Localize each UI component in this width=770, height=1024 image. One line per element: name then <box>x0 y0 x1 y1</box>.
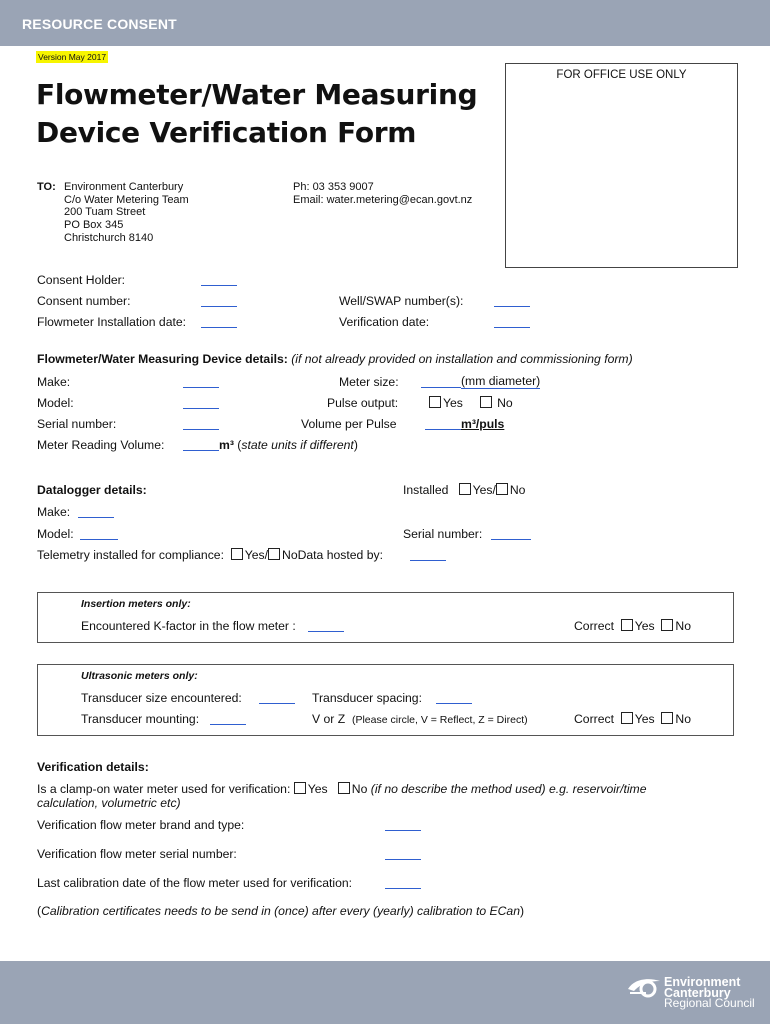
transducer-mounting-label: Transducer mounting: <box>81 712 200 726</box>
insertion-heading: Insertion meters only: <box>81 598 191 610</box>
verification-date-label: Verification date: <box>339 315 430 329</box>
address-line: 200 Tuam Street <box>64 206 146 219</box>
telemetry-no-checkbox[interactable] <box>268 548 280 560</box>
correct-label: Correct <box>574 712 614 726</box>
section-title: RESOURCE CONSENT <box>22 16 177 32</box>
insertion-correct-row <box>574 619 691 633</box>
yes-slash-label: Yes/ <box>472 483 496 497</box>
volume-per-pulse-unit: m³/puls <box>461 417 505 431</box>
logo-line2: Canterbury <box>664 986 731 1000</box>
meter-reading-label: Meter Reading Volume: <box>37 438 165 452</box>
kfactor-label: Encountered K-factor in the flow meter : <box>81 619 296 633</box>
datalogger-serial-field[interactable] <box>491 527 531 540</box>
telemetry-label: Telemetry installed for compliance: <box>37 548 224 562</box>
clamp-note: (if no describe the method used) e.g. reservoir/time <box>370 782 647 796</box>
installed-no-checkbox[interactable] <box>496 483 508 495</box>
meter-size-label: Meter size: <box>339 375 399 389</box>
verif-brand-field[interactable] <box>385 818 421 831</box>
make-field[interactable] <box>183 375 219 388</box>
clamp-note-line2: calculation, volumetric etc) <box>37 796 181 810</box>
verif-brand-label: Verification flow meter brand and type: <box>37 818 245 832</box>
transducer-size-field[interactable] <box>259 691 295 704</box>
volume-per-pulse-label: Volume per Pulse <box>301 417 397 431</box>
ultrasonic-heading: Ultrasonic meters only: <box>81 670 198 682</box>
meter-reading-unit: m³ <box>219 438 234 452</box>
telemetry-row <box>37 548 383 562</box>
meter-reading-unit-row: m³ (state units if different) <box>219 438 358 452</box>
datalogger-installed-row <box>403 483 525 497</box>
vz-row <box>312 712 528 726</box>
to-label: TO: <box>37 181 56 193</box>
verif-serial-field[interactable] <box>385 847 421 860</box>
consent-holder-label: Consent Holder: <box>37 273 126 287</box>
make-label: Make: <box>37 375 71 389</box>
device-note: (if not already provided on installation and commissioning form) <box>291 352 633 366</box>
verif-serial-label: Verification flow meter serial number: <box>37 847 237 861</box>
datalogger-model-label: Model: <box>37 527 74 541</box>
transducer-spacing-field[interactable] <box>436 691 472 704</box>
phone: Ph: 03 353 9007 <box>293 181 374 193</box>
consent-holder-field[interactable] <box>201 273 237 286</box>
ultrasonic-correct-yes-checkbox[interactable] <box>621 712 633 724</box>
clamp-no-checkbox[interactable] <box>338 782 350 794</box>
address-line: Christchurch 8140 <box>64 231 154 244</box>
address-line: Environment Canterbury <box>64 181 184 193</box>
calib-date-label: Last calibration date of the flow meter used for verification: <box>37 876 353 890</box>
model-field[interactable] <box>183 396 219 409</box>
address-line: C/o Water Metering Team <box>64 193 189 206</box>
device-heading-row <box>37 352 633 366</box>
office-use-box <box>505 63 738 268</box>
insertion-correct-yes-checkbox[interactable] <box>621 619 633 631</box>
transducer-mounting-field[interactable] <box>210 712 246 725</box>
no-label: No <box>509 483 526 497</box>
yes-label: Yes <box>443 396 463 410</box>
install-date-label: Flowmeter Installation date: <box>37 315 187 329</box>
form-title-line1: Flowmeter/Water Measuring <box>36 78 478 111</box>
address-line: PO Box 345 <box>64 219 124 232</box>
clamp-yes-checkbox[interactable] <box>294 782 306 794</box>
version-label: Version May 2017 <box>38 52 107 62</box>
pulse-output-label: Pulse output: <box>327 396 399 410</box>
correct-label: Correct <box>574 619 614 633</box>
no-label: No <box>351 782 368 796</box>
meter-size-field[interactable] <box>421 375 461 388</box>
yes-slash-label: Yes/ <box>244 548 269 562</box>
logo-line1: Environment <box>664 975 741 989</box>
yes-label: Yes <box>307 782 328 796</box>
datalogger-model-field[interactable] <box>80 527 118 540</box>
verification-date-field[interactable] <box>494 315 530 328</box>
clamp-row <box>37 782 646 796</box>
calib-date-field[interactable] <box>385 876 421 889</box>
datalogger-make-label: Make: <box>37 505 71 519</box>
installed-label: Installed <box>403 483 449 497</box>
yes-label: Yes <box>634 712 655 726</box>
telemetry-yes-checkbox[interactable] <box>231 548 243 560</box>
form-title-line2: Device Verification Form <box>36 116 417 149</box>
datalogger-serial-label: Serial number: <box>403 527 483 541</box>
transducer-size-label: Transducer size encountered: <box>81 691 242 705</box>
ecan-logo-icon <box>626 975 662 999</box>
ultrasonic-correct-row <box>574 712 691 726</box>
model-label: Model: <box>37 396 74 410</box>
serial-field[interactable] <box>183 417 219 430</box>
nodata-label: NoData hosted by: <box>282 548 383 562</box>
serial-label: Serial number: <box>37 417 117 431</box>
yes-label: Yes <box>634 619 655 633</box>
well-field[interactable] <box>494 294 530 307</box>
install-date-field[interactable] <box>201 315 237 328</box>
ultrasonic-heading-text: Ultrasonic meters only <box>81 670 195 682</box>
meter-reading-field[interactable] <box>183 438 219 451</box>
vz-note: (Please circle, V = Reflect, Z = Direct) <box>351 714 528 726</box>
email: Email: water.metering@ecan.govt.nz <box>293 194 473 206</box>
no-label: No <box>497 396 513 410</box>
meter-size-unit: (mm diameter) <box>461 374 541 388</box>
calibration-note-row: (Calibration certificates needs to be send in (once) after every (yearly) calibration to ECan) <box>37 904 525 918</box>
no-label: No <box>675 712 692 726</box>
ultrasonic-correct-no-checkbox[interactable] <box>661 712 673 724</box>
verification-heading: Verification details: <box>37 760 149 774</box>
kfactor-field[interactable] <box>308 619 344 632</box>
calibration-note: Calibration certificates needs to be send in (once) after every (yearly) calibration to ECan <box>41 904 520 918</box>
meter-reading-note: state units if different <box>241 438 354 452</box>
device-heading: Flowmeter/Water Measuring Device details: <box>37 352 288 366</box>
transducer-spacing-label: Transducer spacing: <box>312 691 422 705</box>
logo-line3: Regional Council <box>664 996 755 1010</box>
pulse-no-checkbox[interactable] <box>480 396 492 408</box>
consent-number-field[interactable] <box>201 294 237 307</box>
datalogger-heading: Datalogger details: <box>37 483 147 497</box>
datalogger-make-field[interactable] <box>78 505 114 518</box>
consent-number-label: Consent number: <box>37 294 131 308</box>
vz-options[interactable]: V or Z <box>312 712 346 726</box>
no-label: No <box>675 619 692 633</box>
clamp-question: Is a clamp-on water meter used for verification: <box>37 782 291 796</box>
office-use-label: FOR OFFICE USE ONLY <box>556 69 687 81</box>
data-hosted-field[interactable] <box>410 548 446 561</box>
installed-yes-checkbox[interactable] <box>459 483 471 495</box>
address-block <box>64 181 189 245</box>
insertion-correct-no-checkbox[interactable] <box>661 619 673 631</box>
volume-per-pulse-field[interactable] <box>425 417 461 430</box>
well-label: Well/SWAP number(s): <box>339 294 464 308</box>
pulse-yes-checkbox[interactable] <box>429 396 441 408</box>
pulse-output-options <box>429 396 513 410</box>
insertion-heading-text: Insertion meters only <box>81 598 188 610</box>
